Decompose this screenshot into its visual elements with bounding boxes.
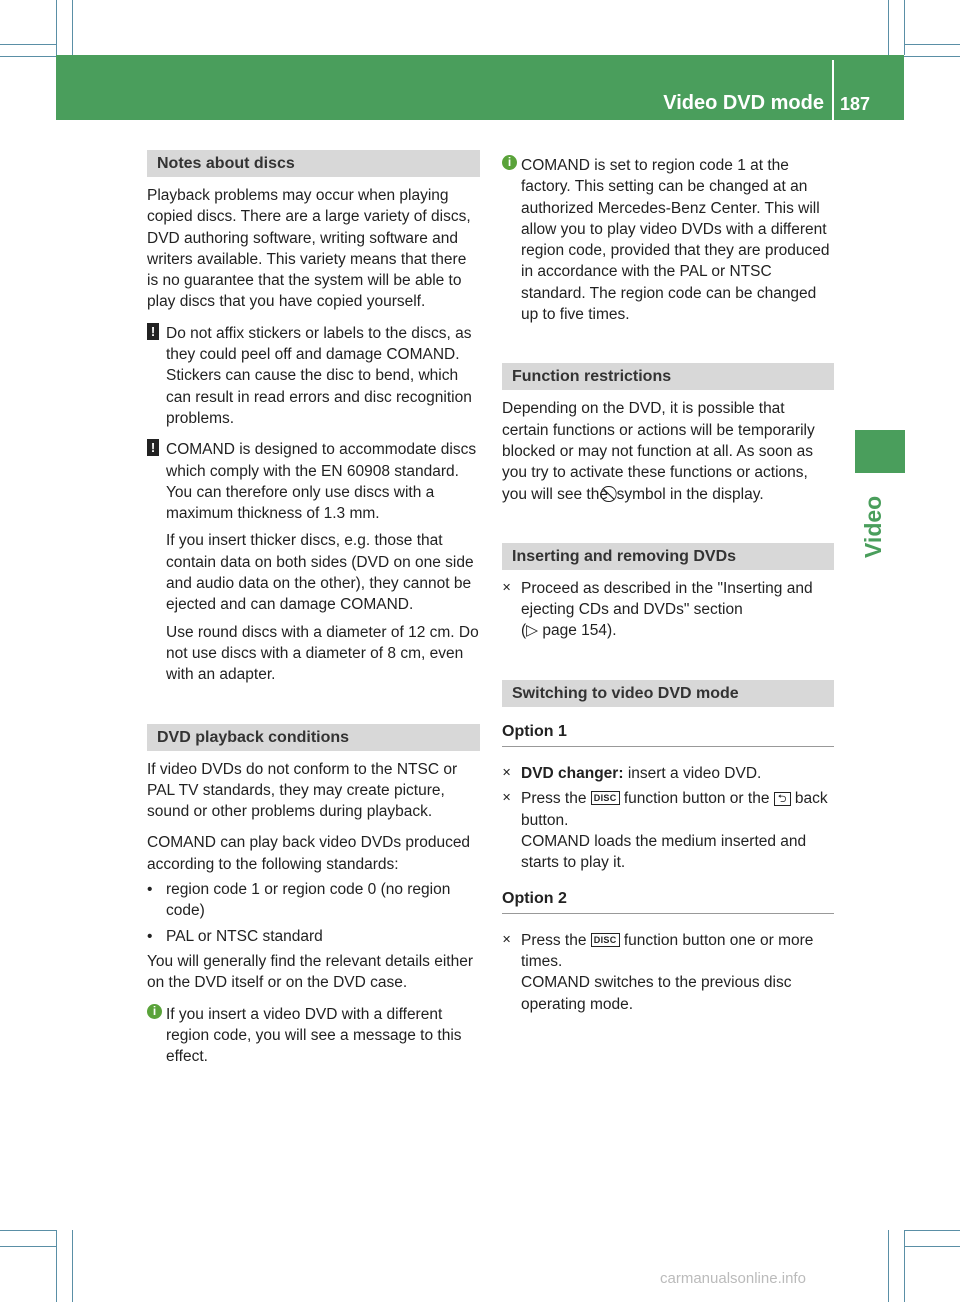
watermark: carmanualsonline.info [660, 1270, 806, 1287]
step-result: COMAND switches to the previous disc operating mode. [521, 974, 792, 1013]
crop-mark [72, 0, 73, 55]
crop-mark [888, 1230, 889, 1302]
playback-paragraph: COMAND can play back video DVDs produced according to the following standards: [147, 834, 471, 873]
step-item: ✕ DVD changer: insert a video DVD. [502, 763, 834, 784]
warning-text: If you insert thicker discs, e.g. those that contain data on both sides (DVD on one side and audio data on the other), they cannot be ejected and can damage COMAND. [166, 532, 474, 614]
crop-mark [0, 1246, 56, 1247]
notes-intro: Playback problems may occur when playing copied discs. There are a large variety of discs, DVD authoring software, writing software and writers available. This variety means that there is no guarantee that the system will be able to play discs that you have copied yourself. [147, 187, 471, 311]
playback-paragraph: If video DVDs do not conform to the NTSC or PAL TV standards, they may create picture, sound or other problems during playback. [147, 760, 458, 821]
step-arrow-icon: ✕ [502, 581, 512, 594]
back-key-icon: ⮌ [774, 792, 791, 806]
step-arrow-icon: ✕ [502, 933, 512, 946]
warning-icon: ! [147, 439, 159, 456]
list-item [147, 879, 480, 922]
warning-text: Use round discs with a diameter of 12 cm. Do not use discs with a diameter of 8 cm, even with an adapter. [166, 623, 479, 684]
playback-paragraph: You will generally find the relevant details either on the DVD itself or on the DVD case. [147, 952, 473, 992]
page-title: Video DVD mode [663, 92, 824, 114]
crop-mark [904, 44, 960, 45]
crop-mark [56, 1230, 57, 1302]
left-column [147, 150, 480, 1077]
section-heading-notes: Notes about discs [147, 150, 480, 177]
right-column [502, 150, 834, 1025]
crop-mark [56, 0, 57, 55]
crop-mark [0, 1230, 56, 1231]
section-heading-restrictions: Function restrictions [502, 363, 834, 390]
list-item-text: PAL or NTSC standard [166, 927, 323, 945]
list-item [147, 926, 480, 947]
step-arrow-icon: ✕ [502, 767, 512, 780]
header-divider [832, 60, 834, 120]
section-heading-inserting: Inserting and removing DVDs [502, 543, 834, 570]
crop-mark [904, 1230, 905, 1302]
info-icon: i [502, 155, 517, 170]
warning-note [147, 323, 480, 429]
warning-note [147, 439, 480, 685]
warning-text: Do not affix stickers or labels to the discs, as they could peel off and damage COMAND. Stickers can cause the disc to bend, which can result in read errors and disc recognition problems. [166, 324, 472, 427]
disc-key-icon: DISC [591, 791, 620, 805]
step-text: Proceed as described in the "Inserting and ejecting CDs and DVDs" section [521, 579, 813, 619]
crop-mark [0, 44, 56, 45]
crop-mark [72, 1230, 73, 1302]
warning-text: COMAND is designed to accommodate discs which comply with the EN 60908 standard. You can therefore only use discs with a maximum thickness of 1.3 mm. [166, 441, 477, 523]
page-number: 187 [840, 94, 871, 114]
crop-mark [888, 0, 889, 55]
page-reference: (▷ page 154). [521, 622, 617, 640]
crop-mark [904, 0, 905, 55]
chapter-tab-label: Video [860, 495, 886, 558]
info-note [147, 1004, 480, 1068]
step-arrow-icon: ✕ [502, 792, 512, 805]
step-item: ✕ Press the DISC function button or the ⮌ back button. COMAND loads the medium inserted and starts to play it. [502, 788, 834, 873]
crop-mark [0, 56, 56, 57]
option-heading: Option 2 [502, 888, 834, 914]
section-heading-playback: DVD playback conditions [147, 724, 480, 751]
step-result: COMAND loads the medium inserted and starts to play it. [521, 832, 807, 872]
crop-mark [904, 1230, 960, 1231]
crop-mark [904, 56, 960, 57]
step-item [502, 578, 834, 642]
warning-icon: ! [147, 323, 159, 340]
restrictions-paragraph: Depending on the DVD, it is possible that certain functions or actions will be temporarily blocked or may not function at all. As soon as you try to activate these functions or actions, you will see the symbol in the display. [502, 400, 815, 503]
disc-key-icon: DISC [591, 933, 620, 947]
step-item: ✕ Press the DISC function button one or more times. COMAND switches to the previous disc operating mode. [502, 930, 834, 1015]
crop-mark [904, 1246, 960, 1247]
chapter-tab-marker [855, 430, 905, 473]
info-note [502, 155, 834, 325]
info-text: If you insert a video DVD with a different region code, you will see a message to this effect. [166, 1005, 462, 1066]
list-item-text: region code 1 or region code 0 (no region code) [166, 881, 451, 920]
bullet-icon: • [147, 927, 153, 945]
section-heading-switching: Switching to video DVD mode [502, 680, 834, 707]
bullet-icon: • [147, 881, 153, 899]
option-heading: Option 1 [502, 721, 834, 747]
info-icon: i [147, 1004, 162, 1019]
info-text: COMAND is set to region code 1 at the factory. This setting can be changed at an authorized Mercedes-Benz Center. This will allow you to play video DVDs with a different region code, provided that they are produced in accordance with the PAL or NTSC standard. The region code can be changed up to five times. [521, 157, 830, 324]
